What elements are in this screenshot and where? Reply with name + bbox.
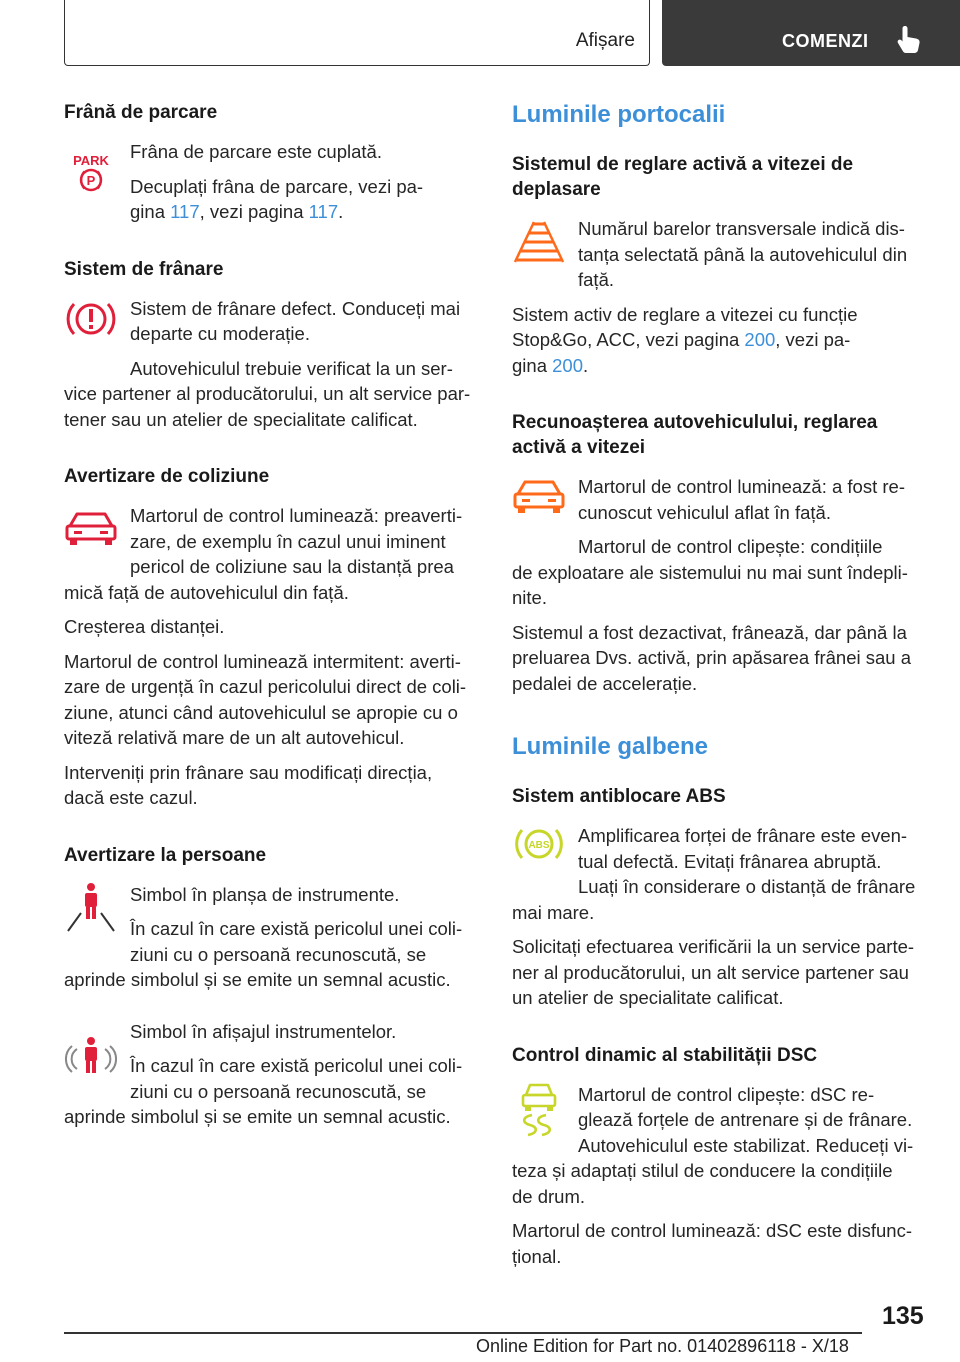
orange-lights-heading: Luminile portocalii <box>512 101 726 128</box>
paragraph: Autovehiculul trebuie verificat la un ser‐ vice partener al producătorului, un alt service par‐ tener sau un atelier de specialitate calificat. <box>64 357 471 430</box>
header-chapter-title: COMENZI <box>782 31 869 51</box>
person-display-block <box>64 1019 478 1130</box>
paragraph: Martorul de control luminează: dSC este disfunc‐ țional. <box>512 1220 912 1267</box>
header-section-title: Afișare <box>575 30 635 51</box>
page-link[interactable]: 117 <box>308 201 339 222</box>
page-link[interactable]: 200 <box>552 354 583 376</box>
section-title: Recunoașterea autovehiculului, reglarea activă a vitezei <box>512 412 878 458</box>
paragraph: Martorul de control clipește: dSC re‐ glează forțele de antrenare și de frânare. Autovehiculul este stabilizat. Reduceți vi‐ teza și adaptați stilul de conducere la condițiile de drum. <box>512 1083 914 1207</box>
car-recognized-icon <box>512 472 566 520</box>
paragraph: Sistemul a fost dezactivat, frânează, dar până la preluarea Dvs. activă, prin apăsarea frânei sau a pedalei de accelerație. <box>512 621 911 694</box>
paragraph: Decuplați frâna de parcare, vezi pa‐ gina 117, vezi pagina 117. <box>130 175 424 222</box>
paragraph: Martorul de control luminează intermitent: averti‐ zare de urgență în cazul pericolului direct de coli‐ ziune, atunci când autovehiculul se apropie cu o viteză relativă mare de un alt autovehicul. <box>64 650 467 748</box>
svg-text:P: P <box>86 173 96 188</box>
page-link[interactable]: 200 <box>744 329 776 350</box>
page-link[interactable]: 117 <box>170 201 200 222</box>
brake-warning-icon <box>64 295 118 343</box>
parking-brake-icon <box>64 152 118 194</box>
distance-bars-icon <box>512 218 566 266</box>
person-warning-section <box>64 843 478 1130</box>
paragraph: Martorul de control luminează: a fost re‐ cunoscut vehiculul aflat în față. <box>578 476 905 523</box>
section-title: Sistem de frânare <box>64 258 224 280</box>
right-column <box>512 100 926 1269</box>
abs-warning-icon <box>512 820 566 868</box>
header-chapter-tab[interactable] <box>662 0 960 66</box>
yellow-lights-heading: Luminile galbene <box>512 733 709 760</box>
paragraph: Creșterea distanței. <box>64 616 225 637</box>
paragraph: Solicitați efectuarea verificării la un service parte‐ ner al producătorului, un alt service partener sau un atelier de specialitate calificat. <box>512 936 915 1008</box>
paragraph: Martorul de control clipește: condițiile de exploatare ale sistemului nu mai sunt îndepli‐ nite. <box>512 536 908 608</box>
dsc-section <box>512 1043 926 1270</box>
paragraph: Simbol în planșa de instrumente. <box>130 883 400 905</box>
paragraph: Frâna de parcare este cuplată. <box>130 141 382 162</box>
page-number: 135 <box>882 1302 924 1330</box>
section-title: Sistemul de reglare activă a vitezei de deplasare <box>512 154 854 200</box>
paragraph: Martorul de control luminează: preaverti‐ zare, de exemplu în cazul unui iminent pericol de coliziune sau la distanță prea mică față de autovehiculul din față. <box>64 505 463 603</box>
paragraph: Numărul barelor transversale indică dis‐ tanța selectată până la autovehiculul din față. <box>578 218 908 290</box>
header-section-box <box>64 0 650 66</box>
abs-label: ABS <box>528 840 550 851</box>
paragraph: În cazul în care există pericolul unei coli‐ ziuni cu o persoană recunoscută, se aprinde simbolul și se emite un semnal acustic. <box>64 1055 463 1127</box>
section-title: Frână de parcare <box>64 102 218 123</box>
section-title: Sistem antiblocare ABS <box>512 786 726 807</box>
park-label: PARK <box>73 153 109 168</box>
paragraph: Sistem de frânare defect. Conduceți mai departe cu moderație. <box>130 297 461 344</box>
footer-edition: Online Edition for Part no. 01402896118 - X/18 <box>476 1336 849 1356</box>
acc-section <box>512 152 926 378</box>
parking-brake-section <box>64 100 478 225</box>
paragraph: Sistem activ de reglare a vitezei cu funcție Stop&Go, ACC, vezi pagina 200, vezi pa‐ gina 200. <box>512 303 858 376</box>
pedestrian-display-icon <box>64 1035 118 1083</box>
brake-system-section <box>64 257 478 433</box>
paragraph: Simbol în afișajul instrumentelor. <box>130 1020 397 1042</box>
section-title: Control dinamic al stabilității DSC <box>512 1044 818 1066</box>
dsc-skid-car-icon <box>512 1081 566 1137</box>
section-title: Avertizare la persoane <box>64 844 267 866</box>
left-column <box>64 100 478 1130</box>
collision-warning-section <box>64 464 478 811</box>
pedestrian-warning-icon <box>64 881 118 933</box>
car-warning-icon <box>64 504 118 552</box>
paragraph: Amplificarea forței de frânare este even‐ tual defectă. Evitați frânarea abruptă. Luați în considerare o distanță de frânare mai mare. <box>512 825 916 923</box>
vehicle-recognition-section <box>512 410 926 696</box>
paragraph: Interveniți prin frânare sau modificați direcția, dacă este cazul. <box>64 761 433 808</box>
section-title: Avertizare de coliziune <box>64 466 270 487</box>
abs-section <box>512 784 926 1011</box>
paragraph: În cazul în care există pericolul unei coli‐ ziuni cu o persoană recunoscută, se aprinde simbolul și se emite un semnal acustic. <box>64 918 463 990</box>
footer-divider <box>64 1332 862 1334</box>
hand-pointer-icon <box>896 24 922 54</box>
